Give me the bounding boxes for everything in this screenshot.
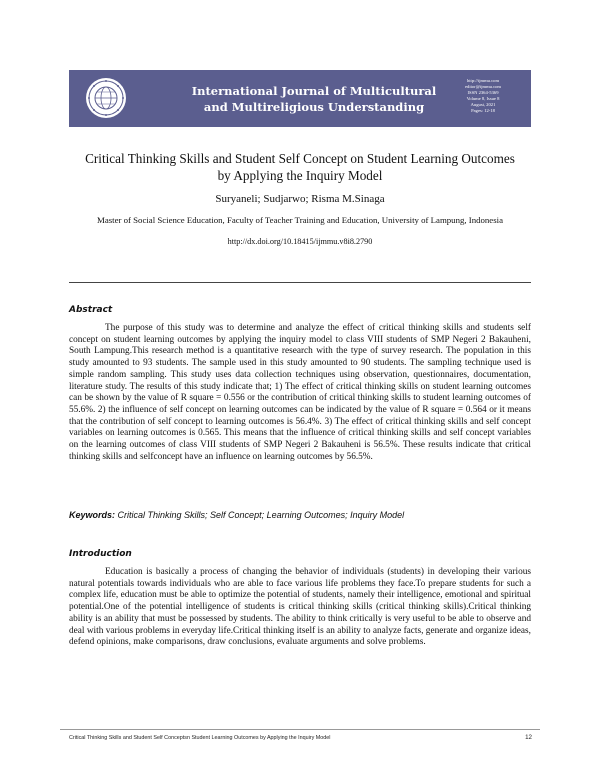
footer-running-title: Critical Thinking Skills and Student Self Conceptsn Student Learning Outcomes by Applying the Inquiry Model (69, 735, 331, 741)
paper-title-line2: by Applying the Inquiry Model (217, 168, 383, 183)
abstract-text: The purpose of this study was to determine and analyze the effect of critical thinking skills and students self concept on student learning outcomes by applying the inquiry model to class VIII students of SMP Negeri 2 Bakauheni, South Lampung.This research method is a quantitative research with the type of survey research. The population in this study amounted to 93 students. The sample used in this study amounted to 90 students. The sampling technique used is simple random sampling. This study uses data collection techniques using observation, questionnaires, documentation, literature study. The results of this study indicate that; 1) The effect of critical thinking skills on student learning outcomes can be shown by the value of R square = 0.556 or the contribution of critical thinking skills to student learning outcomes of 55.6%. 2) the influence of self concept on learning outcomes can be indicated by the value of R square = 0.564 or it means that the contribution of self concept to learning outcomes is 56.4%. 3) The effect of critical thinking skills and self concept variables on learning outcomes is 0.565. This means that the influence of critical thinking skills and self concept variables on the learning outcomes of class VIII students of SMP Negeri 2 Bakauheni is 56.5%. These results indicate that critical thinking skills and selfconcept have an influence on learning outcomes by 56.5%. (69, 323, 531, 462)
journal-pages: Pages: 12-18 (471, 108, 495, 114)
introduction-text: Education is basically a process of changing the behavior of individuals (students) in developing their various natural potentials towards individuals who are able to face various life problems they face.To prepare students for such a complex life, education must be able to optimize the potential of students, namely their intelligence, emotional and spiritual potential.One of the potential intelligence of students is critical thinking skills (critical thinking skills).Critical thinking ability is an ability that must be possessed by students. The ability to think critically is very useful to be able to observe and deal with various problems in everyday life.Critical thinking itself is an ability to analyze facts, generate and organize ideas, defend opinions, make comparisons, draw conclusions, evaluate arguments and solve problems. (69, 567, 531, 648)
journal-url[interactable]: http://ijmmu.com (466, 78, 500, 83)
journal-date: August, 2021 (470, 102, 496, 108)
paper-authors: Suryaneli; Sudjarwo; Risma M.Sinaga (215, 193, 385, 205)
keywords-text: Critical Thinking Skills; Self Concept; Learning Outcomes; Inquiry Model (115, 510, 405, 520)
journal-title-line1: International Journal of Multicultural (191, 84, 437, 98)
paper-title-line1: Critical Thinking Skills and Student Self Concept on Student Learning Outcomes (85, 151, 515, 166)
introduction-heading: Introduction (69, 549, 132, 559)
paper-doi-link[interactable]: http://dx.doi.org/10.18415/ijmmu.v8i8.2790 (227, 237, 373, 246)
journal-volume: Volume 8, Issue 8 (466, 96, 500, 102)
journal-info (447, 78, 519, 115)
abstract-heading: Abstract (69, 305, 113, 315)
footer-divider (60, 729, 540, 730)
journal-title (179, 83, 449, 115)
journal-logo-icon (85, 77, 127, 119)
paper-title (60, 150, 540, 184)
journal-issn: ISSN 2364-5369 (467, 90, 499, 96)
journal-banner (69, 70, 531, 127)
divider-line (69, 282, 531, 283)
journal-email[interactable]: editor@ijmmu.com (465, 84, 501, 90)
keywords-label: Keywords: (69, 510, 116, 520)
paper-affiliation: Master of Social Science Education, Faculty of Teacher Training and Education, University of Lampung, Indonesia (97, 215, 503, 225)
keywords-line (69, 510, 531, 520)
page-number: 12 (525, 734, 532, 741)
journal-title-line2: and Multireligious Understanding (203, 100, 425, 114)
